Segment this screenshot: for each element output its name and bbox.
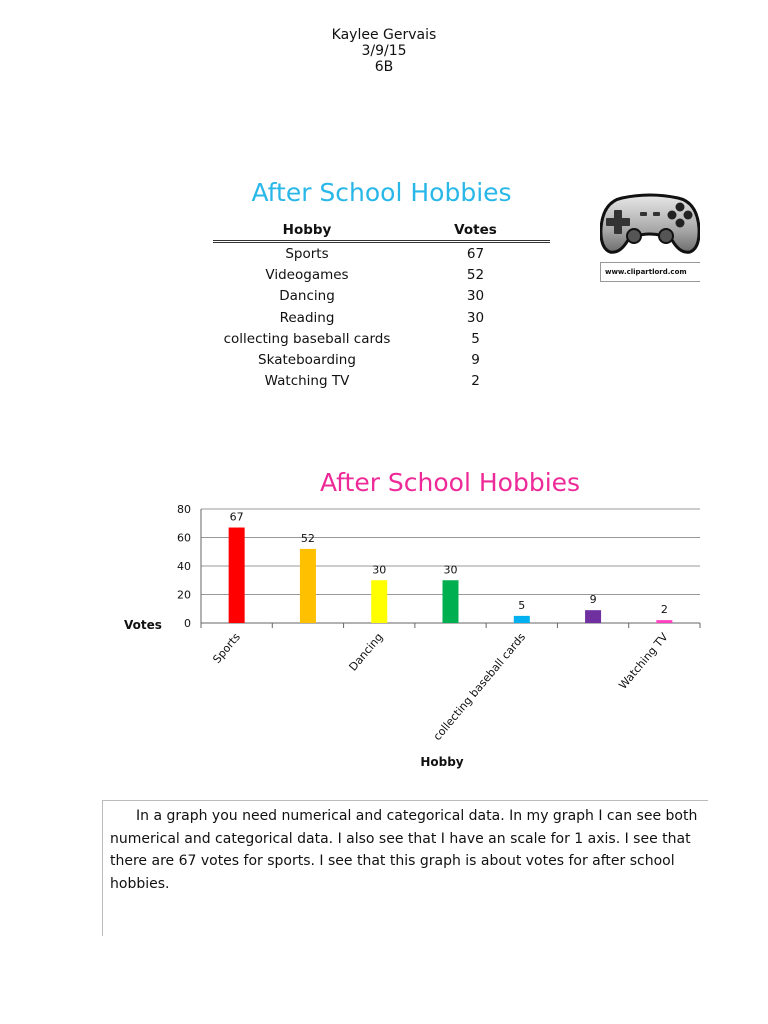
votes-cell: 30 (466, 288, 485, 305)
hobby-cell: Dancing (279, 288, 335, 305)
table-row (213, 264, 550, 285)
hobby-cell: Videogames (265, 266, 349, 283)
votes-cell: 30 (466, 309, 485, 326)
table-row (213, 349, 550, 370)
hobby-cell: Sports (285, 245, 329, 262)
table-row (213, 242, 550, 265)
x-tick-label: Watching TV (616, 630, 671, 692)
table-row (213, 328, 550, 349)
table-row (213, 307, 550, 328)
bar (656, 620, 672, 623)
data-label: 5 (518, 598, 526, 612)
hobby-table (213, 220, 550, 392)
date: 3/9/15 (361, 43, 407, 59)
bar (300, 549, 316, 623)
column-header-hobby: Hobby (282, 222, 332, 238)
y-tick-label: 20 (177, 588, 191, 602)
x-tick-label: Dancing (346, 630, 386, 674)
class-name: 6B (374, 59, 394, 75)
x-tick-label: Sports (210, 630, 243, 666)
column-header-votes: Votes (454, 222, 497, 238)
table-row (213, 286, 550, 307)
bar (585, 610, 601, 623)
data-label: 9 (589, 593, 597, 607)
table-header-row (213, 220, 550, 242)
votes-cell: 52 (466, 266, 485, 283)
paragraph-text: In a graph you need numerical and categorical data. In my graph I can see both numerical and categorical data. I also see that I have an scale for 1 axis. I see that there are 67 votes for sports. I see that this graph is about votes for after school hobbies. (110, 808, 698, 892)
bar (371, 580, 387, 623)
hobby-cell: Skateboarding (258, 352, 356, 369)
bar (443, 580, 459, 623)
y-tick-label: 0 (184, 617, 191, 630)
data-label: 30 (443, 563, 458, 577)
y-tick-label: 80 (177, 503, 191, 516)
x-axis-title: Hobby (420, 755, 464, 769)
bar (514, 616, 530, 623)
header (0, 27, 768, 75)
hobby-cell: collecting baseball cards (223, 330, 391, 347)
y-tick-label: 40 (177, 560, 191, 573)
chart-title: After School Hobbies (319, 468, 581, 497)
hobby-cell: Reading (279, 309, 335, 326)
votes-cell: 9 (471, 352, 480, 369)
hobby-cell: Watching TV (264, 373, 350, 390)
y-axis-title: Votes (124, 618, 162, 632)
bar (229, 528, 245, 623)
table-row (213, 371, 550, 392)
y-tick-label: 60 (177, 531, 191, 545)
votes-cell: 2 (471, 373, 480, 390)
data-label: 2 (660, 603, 668, 617)
student-name: Kaylee Gervais (331, 27, 437, 43)
bar-chart (0, 500, 768, 780)
data-label: 30 (372, 563, 387, 577)
table-title: After School Hobbies (251, 178, 512, 207)
x-tick-label: collecting baseball cards (430, 630, 529, 744)
data-label: 52 (300, 531, 315, 545)
data-label: 67 (229, 510, 244, 524)
votes-cell: 5 (471, 330, 480, 347)
clipart-caption: www.clipartlord.com (600, 262, 700, 282)
votes-cell: 67 (466, 245, 485, 262)
